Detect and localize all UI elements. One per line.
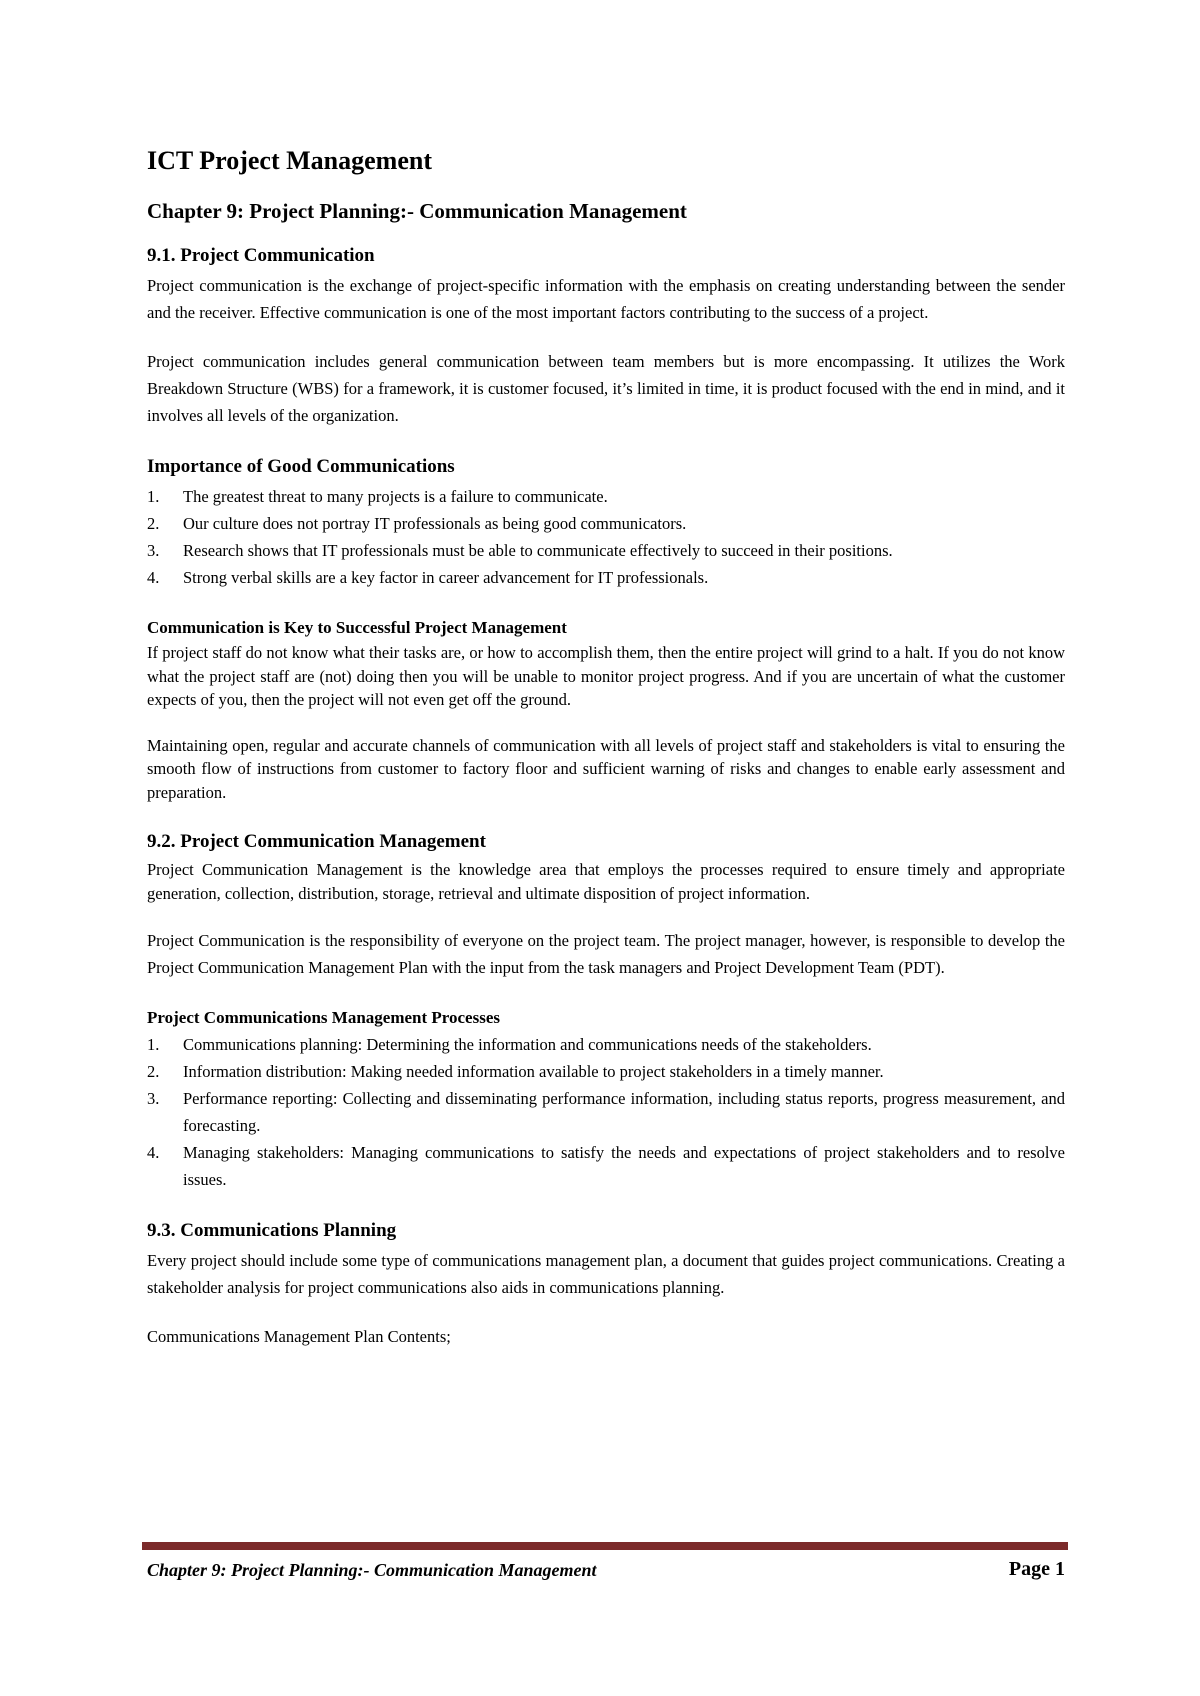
document-title: ICT Project Management [147, 146, 432, 175]
footer-chapter-label: Chapter 9: Project Planning:- Communication Management [147, 1560, 597, 1580]
list-item [147, 537, 1065, 564]
list-text: The greatest threat to many projects is a failure to communicate. [183, 487, 608, 506]
paragraph: Project Communication Management is the knowledge area that employs the processes required to ensure timely and appropriate generation, collection, distribution, storage, retrieval and ultimate disposition of project information. [147, 860, 1065, 903]
list-number: 2. [147, 514, 160, 533]
section-heading-9-1: 9.1. Project Communication [147, 245, 375, 266]
list-text: Performance reporting: Collecting and disseminating performance information, including status reports, progress measurement, and forecasting. [183, 1089, 1065, 1135]
paragraph: Every project should include some type of communications management plan, a document that guides project communications. Creating a stakeholder analysis for project communications also aids in communications planning. [147, 1251, 1065, 1297]
list-text: Information distribution: Making needed information available to project stakeholders in a timely manner. [183, 1062, 884, 1081]
list-text: Strong verbal skills are a key factor in career advancement for IT professionals. [183, 568, 709, 587]
list-item [147, 483, 1065, 510]
list-item [147, 510, 1065, 537]
list-number: 4. [147, 568, 160, 587]
list-number: 4. [147, 1143, 160, 1162]
page-content [147, 146, 1065, 1350]
list-item [147, 564, 1065, 591]
processes-heading: Project Communications Management Processes [147, 1008, 500, 1027]
section-heading-9-3: 9.3. Communications Planning [147, 1220, 397, 1241]
list-number: 1. [147, 487, 160, 506]
list-item [147, 1058, 1065, 1085]
section-heading-9-2: 9.2. Project Communication Management [147, 831, 486, 852]
processes-list [147, 1031, 1065, 1193]
list-text: Managing stakeholders: Managing communications to satisfy the needs and expectations of project stakeholders and to resolve issues. [183, 1143, 1065, 1189]
list-number: 2. [147, 1062, 160, 1081]
list-text: Our culture does not portray IT professionals as being good communicators. [183, 514, 687, 533]
list-item [147, 1031, 1065, 1058]
paragraph: Maintaining open, regular and accurate channels of communication with all levels of project staff and stakeholders is vital to ensuring the smooth flow of instructions from customer to factory floor and sufficient warning of risks and changes to enable early assessment and preparation. [147, 735, 1065, 802]
list-number: 1. [147, 1035, 160, 1054]
paragraph: Communications Management Plan Contents; [147, 1327, 451, 1346]
list-number: 3. [147, 541, 160, 560]
paragraph: Project Communication is the responsibility of everyone on the project team. The project manager, however, is responsible to develop the Project Communication Management Plan with the input from the task managers and Project Development Team (PDT). [147, 931, 1065, 977]
chapter-title: Chapter 9: Project Planning:- Communication Management [147, 199, 687, 223]
paragraph: If project staff do not know what their tasks are, or how to accomplish them, then the entire project will grind to a halt. If you do not know what the project staff are (not) doing then you will be unable to monitor project progress. And if you are uncertain of what the customer expects of you, then the project will not even get off the ground. [147, 643, 1065, 709]
key-heading: Communication is Key to Successful Project Management [147, 618, 567, 637]
list-text: Communications planning: Determining the information and communications needs of the stakeholders. [183, 1035, 872, 1054]
list-item [147, 1085, 1065, 1139]
paragraph: Project communication is the exchange of project-specific information with the emphasis on creating understanding between the sender and the receiver. Effective communication is one of the most important factors contributing to the success of a project. [147, 276, 1065, 322]
footer-rule [142, 1542, 1068, 1550]
importance-heading: Importance of Good Communications [147, 456, 455, 477]
page-number: Page 1 [1008, 1558, 1065, 1580]
list-number: 3. [147, 1089, 160, 1108]
list-item [147, 1139, 1065, 1193]
importance-list [147, 483, 1065, 591]
list-text: Research shows that IT professionals must be able to communicate effectively to succeed in their positions. [183, 541, 893, 560]
paragraph: Project communication includes general communication between team members but is more encompassing. It utilizes the Work Breakdown Structure (WBS) for a framework, it is customer focused, it’s limited in time, it is product focused with the end in mind, and it involves all levels of the organization. [147, 352, 1065, 425]
